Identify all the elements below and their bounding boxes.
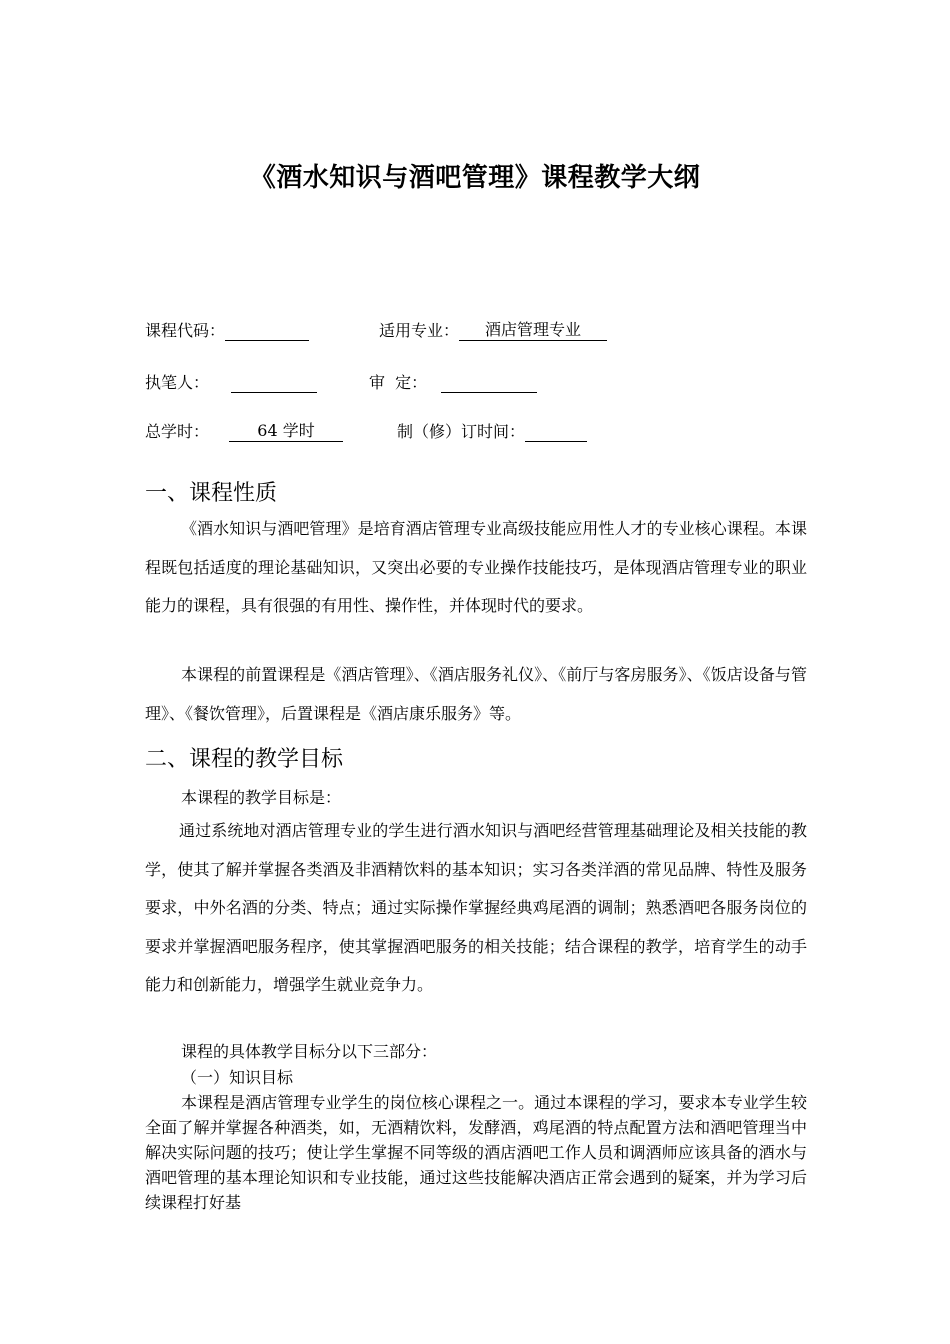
paragraph-course-nature: 《酒水知识与酒吧管理》是培育酒店管理专业高级技能应用性人才的专业核心课程。本课程既包括适度的理论基础知识，又突出必要的专业操作技能技巧，是体现酒店管理专业的职业能力的课程，具有很强的有用性、操作性，并体现时代的要求。 xyxy=(145,519,807,615)
major-label: 适用专业： xyxy=(379,321,460,340)
paragraph-prerequisites: 本课程的前置课程是《酒店管理》、《酒店服务礼仪》、《前厅与客房服务》、《饭店设备与管理》、《餐饮管理》，后置课程是《酒店康乐服务》等。 xyxy=(145,665,807,723)
course-code-field xyxy=(145,319,309,343)
author-label: 执笔人： xyxy=(145,373,210,392)
revision-value xyxy=(525,420,587,442)
objectives-parts-intro: 课程的具体教学目标分以下三部分： xyxy=(181,1042,438,1061)
section-heading-nature: 一、课程性质 xyxy=(145,481,278,506)
revision-label: 制（修）订时间： xyxy=(397,422,526,441)
course-code-label: 课程代码： xyxy=(145,321,226,340)
section-heading-objectives: 二、课程的教学目标 xyxy=(145,747,344,772)
major-value: 酒店管理专业 xyxy=(459,319,607,341)
paragraph-objectives: 通过系统地对酒店管理专业的学生进行酒水知识与酒吧经营管理基础理论及相关技能的教学，使其了解并掌握各类酒及非酒精饮料的基本知识；实习各类洋酒的常见品牌、特性及服务要求，中外名酒的分类、特点；通过实际操作掌握经典鸡尾酒的调制；熟悉酒吧各服务岗位的要求并掌握酒吧服务程序，使其掌握酒吧服务的相关技能；结合课程的教学，培育学生的动手能力和创新能力，增强学生就业竞争力。 xyxy=(145,821,807,994)
hours-value: 64 学时 xyxy=(229,420,343,442)
author-value xyxy=(231,371,317,393)
author-field xyxy=(145,371,317,395)
reviewer-label: 审 定： xyxy=(369,373,428,392)
document-title: 《酒水知识与酒吧管理》课程教学大纲 xyxy=(249,163,701,193)
reviewer-value xyxy=(441,371,537,393)
objectives-intro: 本课程的教学目标是： xyxy=(181,788,342,807)
subheading-knowledge-goals: （一）知识目标 xyxy=(181,1068,294,1087)
hours-field xyxy=(145,420,343,444)
paragraph-knowledge-goals: 本课程是酒店管理专业学生的岗位核心课程之一。通过本课程的学习，要求本专业学生较全面了解并掌握各种酒类，如，无酒精饮料，发酵酒，鸡尾酒的特点配置方法和酒吧管理当中解决实际问题的技巧；使让学生掌握不同等级的酒店酒吧工作人员和调酒师应该具备的酒水与酒吧管理的基本理论知识和专业技能，通过这些技能解决酒店正常会遇到的疑案，并为学习后续课程打好基 xyxy=(145,1093,807,1212)
course-code-value xyxy=(225,319,309,341)
hours-label: 总学时： xyxy=(145,422,210,441)
major-field xyxy=(379,319,607,343)
reviewer-field xyxy=(369,371,537,395)
revision-field xyxy=(397,420,587,444)
